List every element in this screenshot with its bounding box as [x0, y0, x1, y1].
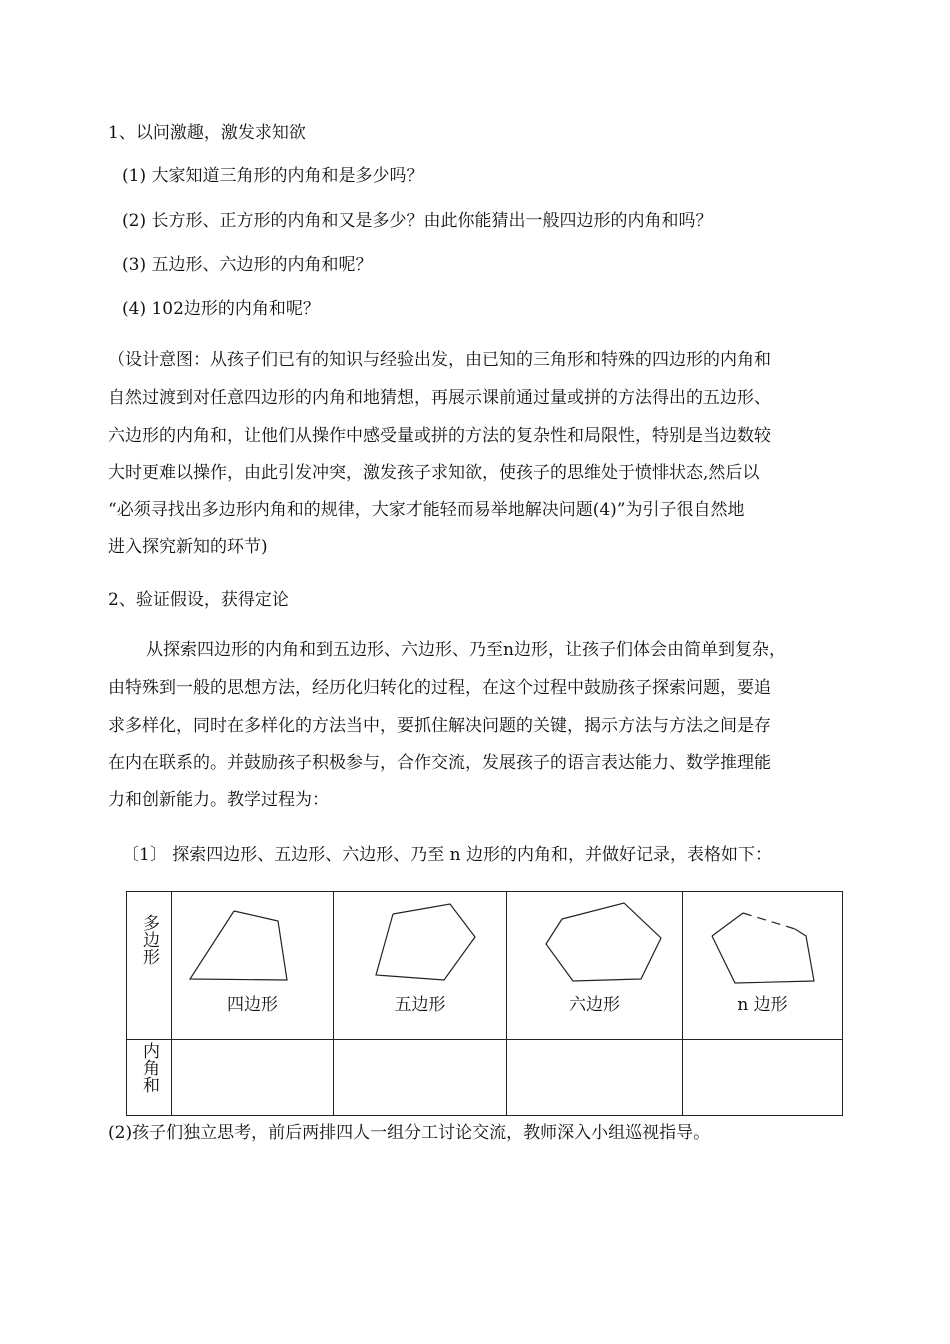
question-1: (1) 大家知道三角形的内角和是多少吗？ — [122, 166, 424, 186]
design-intent-line: “必须寻找出多边形内角和的规律，大家才能轻而易举地解决问题(4)”为引子很自然地 — [108, 500, 745, 520]
paragraph-line: 从探索四边形的内角和到五边形、六边形、乃至n边形，让孩子们体会由简单到复杂， — [146, 640, 786, 660]
question-4: (4) 102边形的内角和呢？ — [122, 299, 320, 319]
question-2: (2) 长方形、正方形的内角和又是多少？由此你能猜出一般四边形的内角和吗？ — [122, 211, 713, 231]
angle-sum-cell[interactable] — [683, 1040, 843, 1116]
row-header-polygon: 多边形 — [127, 892, 172, 1040]
shape-cell-quadrilateral — [172, 892, 334, 1040]
record-table — [126, 891, 843, 1116]
angle-sum-cell[interactable] — [334, 1040, 507, 1116]
shape-cell-hexagon — [507, 892, 683, 1040]
angle-sum-row — [127, 1040, 843, 1116]
shape-label: 六边形 — [569, 995, 620, 1015]
polygon-row — [127, 892, 843, 1040]
pentagon-figure — [334, 892, 507, 1040]
paragraph-line: 求多样化，同时在多样化的方法当中，要抓住解决问题的关键，揭示方法与方法之间是存 — [108, 716, 771, 736]
shape-cell-n-gon — [683, 892, 843, 1040]
step-2-instruction: (2)孩子们独立思考，前后两排四人一组分工讨论交流，教师深入小组巡视指导。 — [108, 1123, 711, 1143]
step-1-instruction: 〔1〕 探索四边形、五边形、六边形、乃至 n 边形的内角和，并做好记录，表格如下： — [122, 845, 772, 865]
paragraph-line: 力和创新能力。教学过程为： — [108, 790, 329, 810]
shape-label: 五边形 — [394, 995, 446, 1015]
paragraph-line: 由特殊到一般的思想方法，经历化归转化的过程，在这个过程中鼓励孩子探索问题，要追 — [108, 678, 771, 698]
row-header-angle-sum: 内角和 — [127, 1040, 172, 1116]
design-intent-line: （设计意图：从孩子们已有的知识与经验出发，由已知的三角形和特殊的四边形的内角和 — [108, 350, 771, 370]
design-intent-line: 进入探究新知的环节) — [108, 537, 268, 557]
n-gon-figure — [683, 892, 843, 1040]
shape-label: 四边形 — [227, 995, 278, 1015]
shape-cell-pentagon — [334, 892, 507, 1040]
shape-label: n 边形 — [737, 995, 788, 1015]
hexagon-figure — [507, 892, 683, 1040]
section-2-heading: 2、验证假设，获得定论 — [108, 590, 289, 610]
design-intent-line: 六边形的内角和，让他们从操作中感受量或拼的方法的复杂性和局限性，特别是当边数较 — [108, 426, 771, 446]
angle-sum-cell[interactable] — [507, 1040, 683, 1116]
question-3: (3) 五边形、六边形的内角和呢？ — [122, 255, 373, 275]
design-intent-line: 自然过渡到对任意四边形的内角和地猜想，再展示课前通过量或拼的方法得出的五边形、 — [108, 388, 771, 408]
quadrilateral-figure — [172, 892, 334, 1040]
design-intent-line: 大时更难以操作，由此引发冲突，激发孩子求知欲，使孩子的思维处于愤悱状态,然后以 — [108, 463, 760, 483]
section-1-heading: 1、以问激趣，激发求知欲 — [108, 123, 306, 143]
angle-sum-cell[interactable] — [172, 1040, 334, 1116]
paragraph-line: 在内在联系的。并鼓励孩子积极参与，合作交流，发展孩子的语言表达能力、数学推理能 — [108, 753, 771, 773]
